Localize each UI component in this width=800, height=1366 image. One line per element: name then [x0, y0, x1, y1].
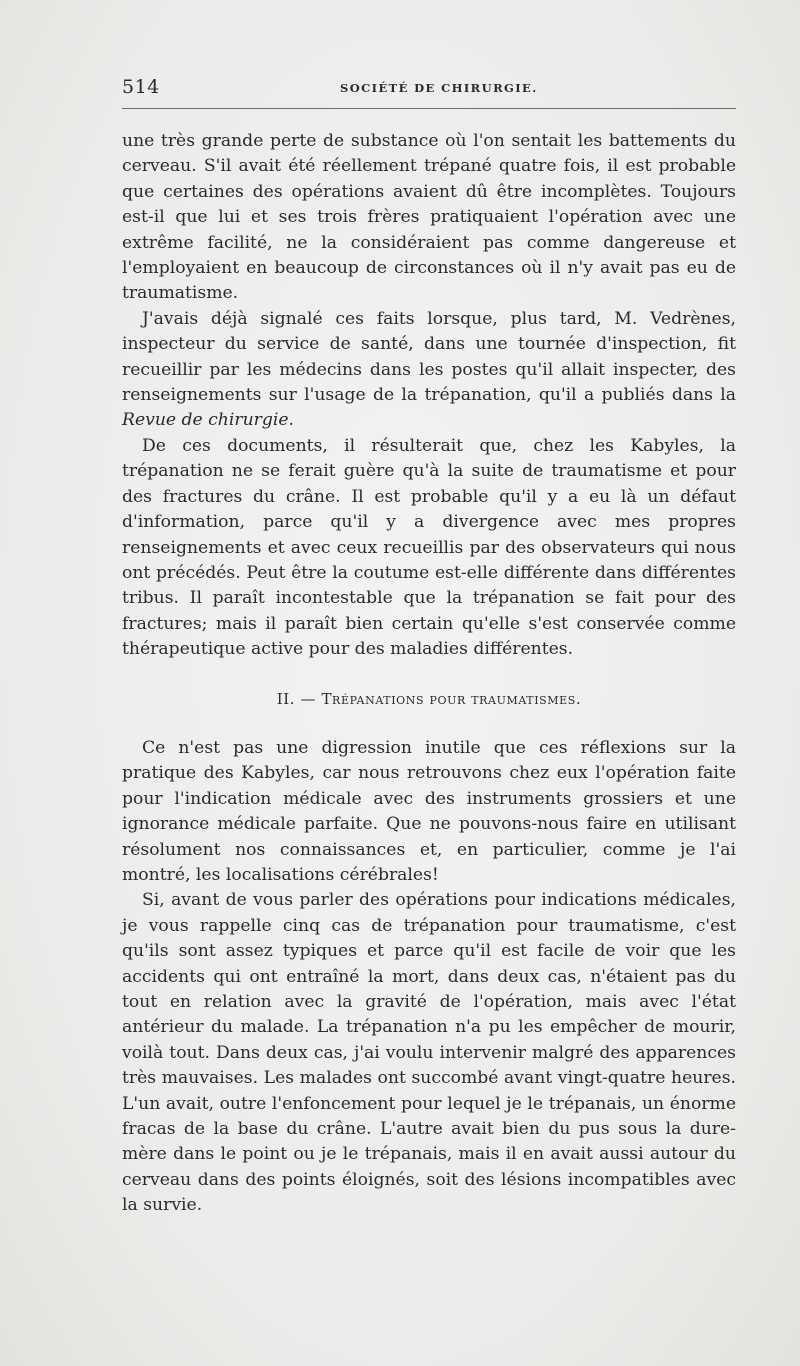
paragraph-5: Si, avant de vous parler des opérations pour indications médicales, je vous rappelle cinq cas de trépanation pour traumatisme, c'est qu'ils sont assez typiques et parce qu'il est facile de voir que les accidents qui ont entraîné la mort, dans deux cas, n'étaient pas du tout en relation avec la gravité de l'opération, mais avec l'état antérieur du malade. La trépanation n'a pu les empêcher de mourir, voilà tout. Dans deux cas, j'ai voulu intervenir malgré des apparences très mauvaises. Les malades ont succombé avant vingt-quatre heures. L'un avait, outre l'enfoncement pour lequel je le trépanais, un énorme fracas de la base du crâne. L'autre avait bien du pus sous la dure-mère dans le point ou je le trépanais, mais il en avait aussi autour du cerveau dans des points éloignés, soit des lésions incompatibles avec la survie.	[122, 890, 736, 1216]
running-head: SOCIÉTÉ DE CHIRURGIE.	[340, 81, 538, 95]
body-text	[122, 129, 736, 1219]
paragraph-2-end: .	[288, 410, 294, 431]
section-title: Trépanations pour traumatismes.	[321, 689, 582, 708]
page-number: 514	[122, 76, 160, 98]
header-rule	[122, 108, 736, 109]
journal-title: Revue de chirurgie	[122, 410, 289, 431]
paragraph-1: une très grande perte de substance où l'on sentait les battements du cerveau. S'il avait été réellement trépané quatre fois, il est probable que certaines des opérations avaient dû être incomplètes. Toujours est-il que lui et ses trois frères pratiquaient l'opération avec une extrême facilité, ne la considéraient pas comme dangereuse et l'employaient en beaucoup de circonstances où il n'y avait pas eu de traumatisme.	[122, 131, 736, 304]
page-header	[122, 76, 736, 98]
paragraph-2-text: J'avais déjà signalé ces faits lorsque, plus tard, M. Vedrènes, inspecteur du service de santé, dans une tournée d'inspection, fit recueillir par les médecins dans les postes qu'il allait inspecter, des renseignements sur l'usage de la trépanation, qu'il a publiés dans la	[122, 308, 736, 406]
paragraph-3: De ces documents, il résulterait que, chez les Kabyles, la trépanation ne se ferait guère qu'à la suite de traumatisme et pour des fractures du crâne. Il est probable qu'il y a eu là un défaut d'information, parce qu'il y a divergence avec mes propres renseignements et avec ceux recueillis par des observateurs qui nous ont précédés. Peut être la coutume est-elle différente dans différentes tribus. Il paraît incontestable que la trépanation se fait pour des fractures; mais il paraît bien certain qu'elle s'est conservée comme thérapeutique active pour des maladies différentes.	[122, 435, 736, 660]
section-heading	[122, 663, 736, 736]
paragraph-2	[122, 307, 736, 434]
section-number: II. —	[276, 689, 317, 708]
paragraph-4: Ce n'est pas une digression inutile que ces réflexions sur la pratique des Kabyles, car nous retrouvons chez eux l'opération faite pour l'indication médicale avec des instruments grossiers et une ignorance médicale parfaite. Que ne pouvons-nous faire en utilisant résolument nos connaissances et, en particulier, comme je l'ai montré, les localisations cérébrales!	[122, 737, 736, 885]
